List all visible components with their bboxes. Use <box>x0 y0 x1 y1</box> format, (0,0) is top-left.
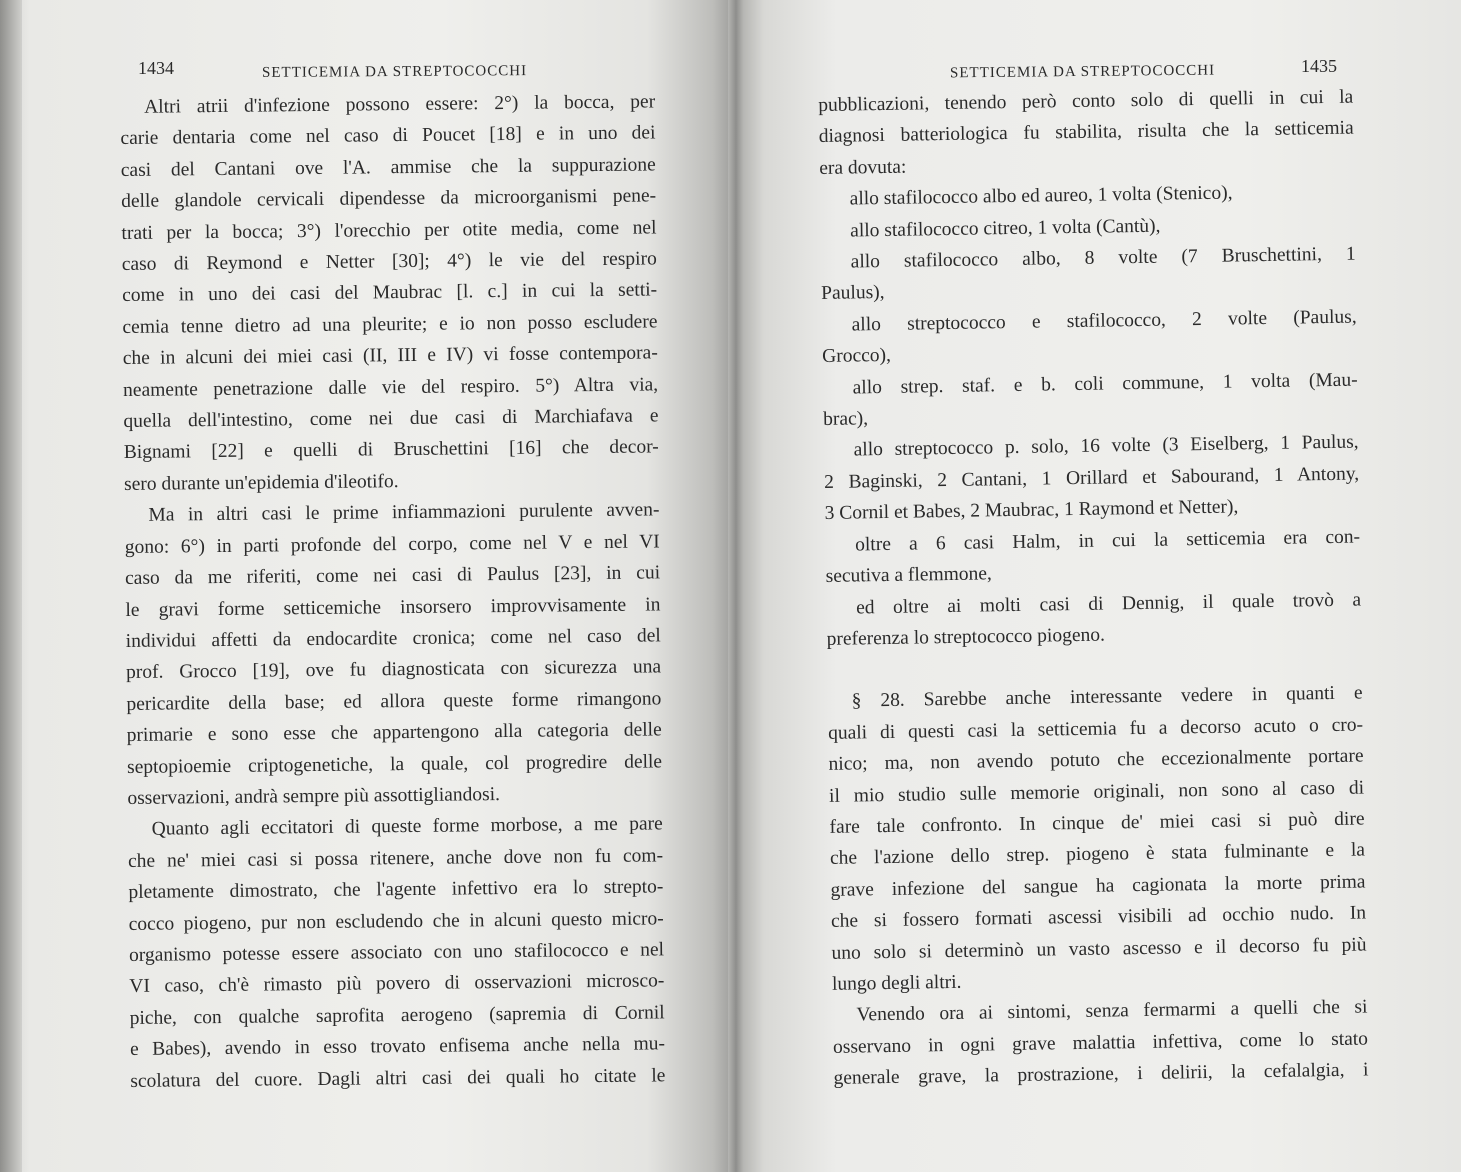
text-line: VI caso, ch'è rimasto più povero di osservazioni microsco- <box>129 970 665 998</box>
left-page-text <box>120 86 665 1097</box>
text-line: che si fossero formati ascessi visibili ad occhio nudo. In <box>830 902 1367 933</box>
text-line: le gravi forme setticemiche insorsero improvvisamente in <box>125 593 661 621</box>
text-line: pericardite della base; ed allora queste forme rimangono <box>126 688 662 715</box>
text-line: Altri atrii d'infezione possono essere: 2°) la bocca, per <box>144 91 656 118</box>
text-line: come in uno dei casi del Maubrac [l. c.] in cui la setti- <box>122 279 658 307</box>
text-line: pletamente dimostrato, che l'agente infettivo era lo strepto- <box>128 876 664 904</box>
text-line: che ne' miei casi si possa ritenere, anche dove non fu com- <box>127 845 664 872</box>
text-line: ed oltre ai molti casi di Dennig, il quale trovò a <box>855 589 1362 618</box>
text-line: scolatura del cuore. Dagli altri casi dei quali ho citate le <box>130 1064 666 1092</box>
text-line: quella dell'intestino, come nei due casi di Marchiafava e <box>123 405 659 433</box>
text-line: allo stafilococco albo ed aureo, 1 volta (Stenico), <box>849 182 1233 210</box>
text-line: fare tale confronto. In cinque de' miei casi si può dire <box>829 808 1365 838</box>
text-line: che in alcuni dei miei casi (II, III e IV) vi fosse contempora- <box>122 342 658 370</box>
text-line: nico; ma, non avendo potuto che eccezionalmente portare <box>828 745 1364 776</box>
text-line: Bignami [22] e quelli di Bruschettini [16] che decor- <box>123 436 659 464</box>
text-line: brac), <box>823 408 869 431</box>
text-line: carie dentaria come nel caso di Poucet [18] e in uno dei <box>120 122 656 150</box>
text-line: diagnosi batteriologica fu stabilita, risulta che la setticemia <box>818 117 1354 148</box>
text-line: Paulus), <box>821 282 885 305</box>
text-line: osservazioni, andrà sempre più assottigliandosi. <box>127 783 501 809</box>
text-line: allo streptococco e stafilococco, 2 volte (Paulus, <box>851 306 1357 336</box>
right-page-text <box>818 82 1369 1095</box>
page-number-right: 1435 <box>1301 56 1337 76</box>
text-line: Quanto agli eccitatori di queste forme morbose, a me pare <box>151 813 663 841</box>
text-line: preferenza lo streptococco piogeno. <box>826 624 1106 650</box>
page-number-left: 1434 <box>138 58 174 78</box>
text-line: e Babes), avendo in esso trovato enfisema anche nella mu- <box>129 1033 666 1061</box>
text-line: piche, con qualche saprofita aerogeno (sapremia di Cornil <box>129 1002 665 1029</box>
text-line: grave infezione del sangue ha cagionata la morte prima <box>830 871 1366 901</box>
text-line: allo strep. staf. e b. coli commune, 1 volta (Mau- <box>852 369 1358 399</box>
text-line: 2 Baginski, 2 Cantani, 1 Orillard et Sabourand, 1 Antony, <box>823 463 1360 493</box>
book-gutter <box>728 0 744 1172</box>
text-line: delle glandole cervicali dipendesse da microorganismi pene- <box>121 185 657 213</box>
text-line: Grocco), <box>822 345 892 368</box>
text-line: 3 Cornil et Babes, 2 Maubrac, 1 Raymond et Netter), <box>824 496 1239 525</box>
text-line: oltre a 6 casi Halm, in cui la setticemia era con- <box>854 526 1361 556</box>
text-line: organismo potesse essere associato con uno stafilococco e nel <box>128 939 665 966</box>
text-line: neamente penetrazione dalle vie del respiro. 5°) Altra via, <box>123 374 659 401</box>
text-line: septopioemie criptogenetiche, la quale, col progredire delle <box>126 750 663 778</box>
text-line: sero durante un'epidemia d'ileotifo. <box>123 470 399 495</box>
running-header-right: SETTICEMIA DA STREPTOCOCCHI <box>949 62 1216 82</box>
running-header-left: SETTICEMIA DA STREPTOCOCCHI <box>261 63 528 81</box>
text-line: casi del Cantani ove l'A. ammise che la suppurazione <box>120 154 656 181</box>
text-line: generale grave, la prostrazione, i delirii, la cefalalgia, i <box>833 1059 1369 1090</box>
text-line: quali di questi casi la setticemia fu a decorso acuto o cro- <box>827 714 1364 744</box>
text-line: allo stafilococco albo, 8 volte (7 Bruschettini, 1 <box>850 243 1356 273</box>
text-line: lungo degli altri. <box>831 971 962 995</box>
text-line: che l'azione dello strep. piogeno è stata fulminante e la <box>829 839 1366 870</box>
page-edge-shadow <box>0 0 22 1172</box>
text-line: secutiva a flemmone, <box>825 563 993 588</box>
text-line: allo stafilococco citreo, 1 volta (Cantù), <box>850 215 1161 242</box>
text-line: Ma in altri casi le prime infiammazioni purulente avven- <box>148 499 660 527</box>
text-line: prof. Grocco [19], ove fu diagnosticata con sicurezza una <box>125 656 662 684</box>
text-line: Venendo ora ai sintomi, senza fermarmi a quelli che si <box>856 996 1368 1026</box>
text-line: gono: 6°) in parti profonde del corpo, come nel V e nel VI <box>124 531 660 558</box>
text-line: il mio studio sulle memorie originali, non sono al caso di <box>828 777 1365 807</box>
text-line: pubblicazioni, tenendo però conto solo di quelli in cui la <box>818 86 1354 116</box>
text-line: uno solo si determinò un vasto ascesso e il decorso fu più <box>831 934 1367 964</box>
text-line: osservano in ogni grave malattia infettiva, come lo stato <box>832 1028 1369 1058</box>
text-line: trati per la bocca; 3°) l'orecchio per otite media, come nel <box>121 217 657 244</box>
text-line: cemia tenne dietro ad una pleurite; e io non posso escludere <box>122 311 658 338</box>
text-line: cocco piogeno, pur non escludendo che in alcuni questo micro- <box>128 907 664 935</box>
text-line: individui affetti da endocardite cronica; come nel caso del <box>125 625 661 652</box>
text-line: allo streptococco p. solo, 16 volte (3 Eiselberg, 1 Paulus, <box>853 432 1359 461</box>
text-line: § 28. Sarebbe anche interessante vedere in quanti e <box>851 682 1363 712</box>
text-line: primarie e sono esse che appartengono alla categoria delle <box>126 719 662 747</box>
text-line: caso di Reymond e Netter [30]; 4°) le vie del respiro <box>121 248 657 276</box>
text-line: caso da me riferiti, come nei casi di Paulus [23], in cui <box>124 562 661 590</box>
text-line: era dovuta: <box>819 156 907 179</box>
